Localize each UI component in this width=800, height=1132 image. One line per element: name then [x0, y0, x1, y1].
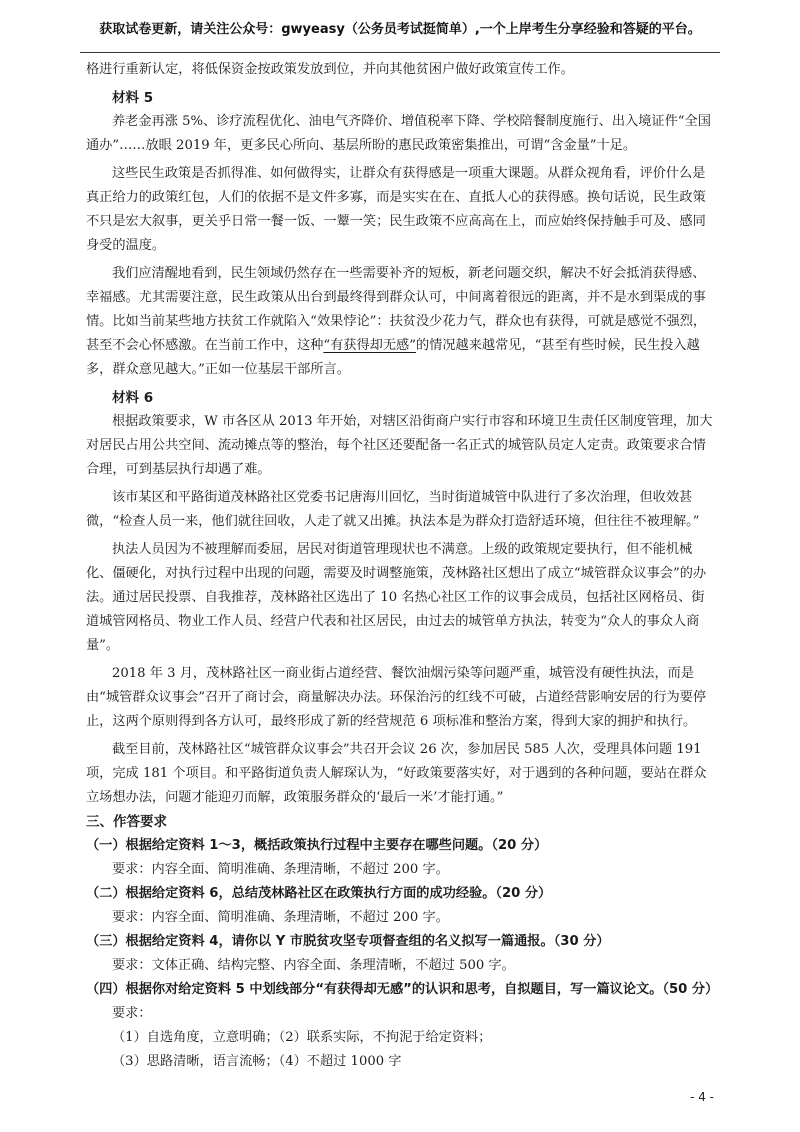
material6-paragraph-3: 执法人员因为不被理解而委屈，居民对街道管理现状也不满意。上级的政策规定要执行，但不能机械化、僵硬化，对执行过程中出现的问题，需要及时调整施策，茂林路社区想出了成立“城管群众议事会”的办法。通过居民投票、自我推荐，茂林路社区选出了 10 名热心社区工作的议事会成员，包括社区网格员、街道城管网格员、物业工作人员、经营户代表和社区居民，由过去的城管单方执法，转变为“众人的事众人商量”。: [86, 542, 707, 653]
question-3: （三）根据给定资料 4，请你以 Y 市脱贫攻坚专项督查组的名义拟写一篇通报。（30 分）: [86, 934, 610, 949]
intro-line: 格进行重新认定，将低保资金按政策发放到位，并向其他贫困户做好政策宣传工作。: [86, 62, 574, 77]
material5-paragraph-3: [86, 262, 716, 382]
material5-paragraph-1: 养老金再涨 5%、诊疗流程优化、油电气齐降价、增值税率下降、学校陪餐制度施行、出入境证件“全国通办”……放眼 2019 年，更多民心所向、基层所盼的惠民政策密集推出，可谓“含金量”十足。: [86, 114, 711, 153]
question-4-items-2: （3）思路清晰，语言流畅；（4）不超过 1000 字: [112, 1054, 402, 1069]
header-divider: [80, 52, 720, 53]
material5-p3-before: 我们应清醒地看到，民生领域仍然存在一些需要补齐的短板，新老问题交织，解决不好会抵消获得感、幸福感。尤其需要注意，民生政策从出台到最终得到群众认可，中间离着很远的距离，并不是水到渠成的事情。比如当前某些地方扶贫工作就陷入“效果悖论”：扶贫没少花力气，群众也有获得，可就是感觉不强烈，甚至不会心怀感激。在当前工作中，这种: [86, 266, 707, 353]
material6-paragraph-1: 根据政策要求，W 市各区从 2013 年开始，对辖区沿街商户实行市容和环境卫生责任区制度管理，加大对居民占用公共空间、流动摊点等的整治，每个社区还要配备一名正式的城管队员定人定责。政策要求合情合理，可到基层执行却遇了难。: [86, 414, 713, 477]
material6-paragraph-5: 截至目前，茂林路社区“城管群众议事会”共召开会议 26 次，参加居民 585 人次，受理具体问题 191 项，完成 181 个项目。和平路街道负责人解琛认为，“好政策要落实好，对于遇到的各种问题，要站在群众立场想办法，问题才能迎刃而解，政策服务群众的‘最后一米’才能打通。”: [86, 742, 707, 805]
question-4-items-1: （1）自选角度，立意明确；（2）联系实际，不拘泥于给定资料；: [112, 1030, 492, 1045]
question-4-requirement-label: 要求：: [112, 1006, 152, 1021]
material5-paragraph-2: 这些民生政策是否抓得准、如何做得实，让群众有获得感是一项重大课题。从群众视角看，评价什么是真正给力的政策红包，人们的依据不是文件多寡，而是实实在在、直抵人心的获得感。换句话说，民生政策不只是宏大叙事，更关乎日常一餐一饭、一颦一笑；民生政策不应高高在上，而应始终保持触手可及、感同身受的温度。: [86, 166, 706, 253]
underlined-phrase: “有获得却无感”: [323, 338, 416, 353]
material5-p3-after: 的情况越来越常见，“甚至有些时候，民生投入越多，群众意见越大。”正如一位基层干部所言。: [86, 338, 700, 377]
question-1-requirement: 要求：内容全面、简明准确、条理清晰，不超过 200 字。: [112, 862, 449, 877]
requirements-title: 三、作答要求: [86, 814, 167, 830]
question-2: （二）根据给定资料 6，总结茂林路社区在政策执行方面的成功经验。（20 分）: [86, 886, 552, 901]
material6-paragraph-2: 该市某区和平路街道茂林路社区党委书记唐海川回忆，当时街道城管中队进行了多次治理，但收效甚微，“检查人员一来，他们就往回收，人走了就又出摊。执法本是为群众打造舒适环境，但往往不被理解。”: [86, 490, 700, 529]
question-4: （四）根据你对给定资料 5 中划线部分“有获得却无感”的认识和思考，自拟题目，写一篇议论文。（50 分）: [86, 982, 719, 997]
header-notice: 获取试卷更新，请关注公众号：gwyeasy（公务员考试挺简单）,一个上岸考生分享经验和答疑的平台。: [99, 22, 701, 37]
question-3-requirement: 要求：文体正确、结构完整、内容全面、条理清晰，不超过 500 字。: [112, 958, 515, 973]
material6-paragraph-4: 2018 年 3 月，茂林路社区一商业街占道经营、餐饮油烟污染等问题严重，城管没有硬性执法，而是由“城管群众议事会”召开了商讨会，商量解决办法。环保治污的红线不可破，占道经营影响安居的行为要停止，这两个原则得到各方认可，最终形成了新的经营规范 6 项标准和整治方案，得到大家的拥护和执行。: [86, 666, 707, 729]
page-number: - 4 -: [690, 1090, 714, 1104]
material6-title: 材料 6: [112, 390, 154, 406]
document-body: [86, 58, 719, 1074]
question-2-requirement: 要求：内容全面、简明准确、条理清晰，不超过 200 字。: [112, 910, 449, 925]
question-1: （一）根据给定资料 1～3，概括政策执行过程中主要存在哪些问题。（20 分）: [86, 838, 548, 853]
material5-title: 材料 5: [112, 90, 154, 106]
